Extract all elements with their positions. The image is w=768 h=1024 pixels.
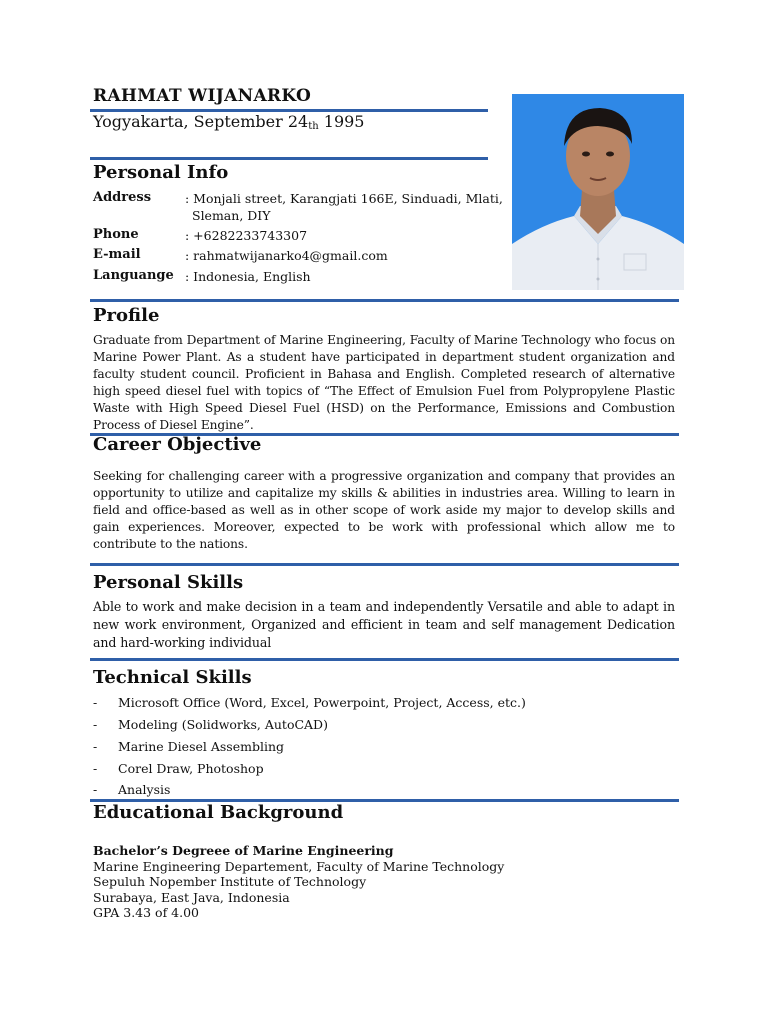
- address-value-line2: Sleman, DIY: [192, 208, 271, 223]
- email-label: E-mail: [93, 247, 141, 262]
- section-title-personal-info: Personal Info: [93, 162, 229, 183]
- address-label: Address: [93, 190, 152, 205]
- skill-label: Modeling (Solidworks, AutoCAD): [118, 717, 328, 732]
- person-portrait-icon: [512, 94, 684, 290]
- education-institute: Sepuluh Nopember Institute of Technology: [93, 874, 367, 889]
- education-degree: Bachelor’s Degreee of Marine Engineering: [93, 843, 394, 858]
- skill-label: Marine Diesel Assembling: [118, 739, 285, 754]
- list-item: - Corel Draw, Photoshop: [93, 761, 264, 776]
- divider-personal-skills: [90, 563, 679, 566]
- birth-year: 1995: [323, 112, 365, 131]
- birth-date: Yogyakarta, September 24: [93, 112, 309, 131]
- divider-profile: [90, 299, 679, 302]
- section-title-personal-skills: Personal Skills: [93, 572, 244, 593]
- list-item: - Analysis: [93, 782, 171, 797]
- section-title-profile: Profile: [93, 305, 160, 326]
- section-title-technical-skills: Technical Skills: [93, 667, 252, 688]
- address-value-line1: : Monjali street, Karangjati 166E, Sinduadi, Mlati,: [185, 191, 503, 206]
- candidate-name: RAHMAT WIJANARKO: [93, 86, 312, 106]
- list-item: - Marine Diesel Assembling: [93, 739, 285, 754]
- skill-label: Microsoft Office (Word, Excel, Powerpoint, Project, Access, etc.): [118, 695, 526, 710]
- education-department: Marine Engineering Departement, Faculty of Marine Technology: [93, 859, 505, 874]
- career-paragraph: Seeking for challenging career with a progressive organization and company that provides an opportunity to utilize and capitalize my skills & abilities in industries area. Willing to learn in field and office-based as well as in other scope of work aside my major to develop skills and gain experiences. Moreover, expected to be work with professional which allow me to contribute to the nations.: [93, 469, 675, 551]
- profile-photo: [512, 94, 684, 290]
- divider-technical-skills: [90, 658, 679, 661]
- email-value: : rahmatwijanarko4@gmail.com: [185, 248, 388, 263]
- birth-date-suffix: th: [308, 121, 319, 132]
- skill-label: Analysis: [118, 782, 171, 797]
- phone-value: : +6282233743307: [185, 228, 308, 243]
- list-item: - Modeling (Solidworks, AutoCAD): [93, 717, 328, 732]
- section-title-educational-background: Educational Background: [93, 802, 344, 823]
- phone-label: Phone: [93, 227, 139, 242]
- education-city: Surabaya, East Java, Indonesia: [93, 890, 290, 905]
- language-label: Languange: [93, 268, 174, 283]
- skill-label: Corel Draw, Photoshop: [118, 761, 264, 776]
- section-title-career-objective: Career Objective: [93, 434, 262, 455]
- education-gpa: GPA 3.43 of 4.00: [93, 905, 200, 920]
- birth-place-date: [93, 112, 364, 131]
- subheader-divider: [90, 157, 488, 160]
- profile-paragraph: Graduate from Department of Marine Engineering, Faculty of Marine Technology who focus on Marine Power Plant. As a student have participated in department student organization and faculty student council. Proficient in Bahasa and English. Completed research of alternative high speed diesel fuel with topics of “The Effect of Emulsion Fuel from Polypropylene Plastic Waste with High Speed Diesel Fuel (HSD) on the Performance, Emissions and Combustion Process of Diesel Engine”.: [93, 333, 675, 432]
- list-item: - Microsoft Office (Word, Excel, Powerpoint, Project, Access, etc.): [93, 695, 526, 710]
- language-value: : Indonesia, English: [185, 269, 311, 284]
- personal-skills-paragraph: Able to work and make decision in a team and independently Versatile and able to adapt in new work environment, Organized and efficient in team and self management Dedication and hard-working individual: [93, 599, 675, 650]
